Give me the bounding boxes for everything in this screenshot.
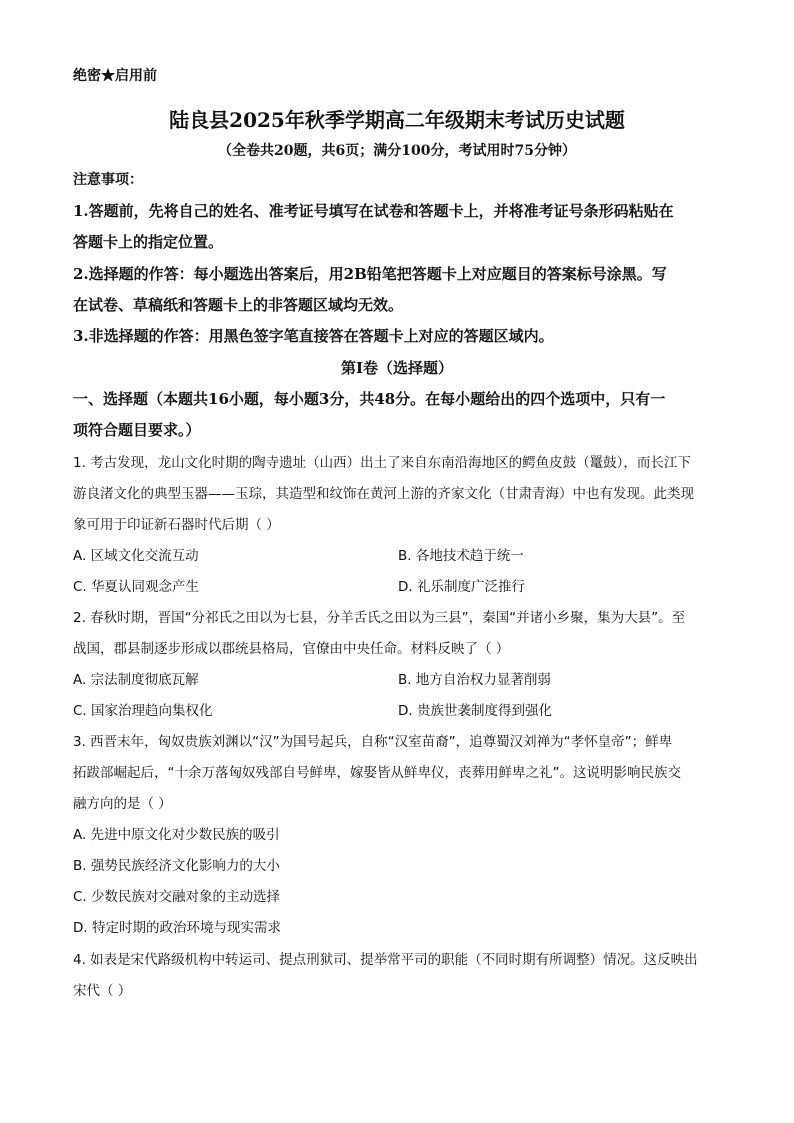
- question-4-line1: 4. 如表是宋代路级机构中转运司、提点刑狱司、提举常平司的职能（不同时期有所调整）情况。这反映出: [73, 952, 698, 968]
- question-1-line2: 游良渚文化的典型玉器——玉琮，其造型和纹饰在黄河上游的齐家文化（甘肃青海）中也有发现。此类现: [73, 486, 694, 502]
- notes-item2-line2: 在试卷、草稿纸和答题卡上的非答题区域均无效。: [73, 296, 404, 314]
- question-3-line1: 3. 西晋末年，匈奴贵族刘渊以“汉”为国号起兵，自称“汉室苗裔”，追尊蜀汉刘禅为“孝怀皇帝”；鲜卑: [73, 734, 673, 750]
- question-3-option-a: A. 先进中原文化对少数民族的吸引: [73, 827, 280, 843]
- question-1-line3: 象可用于印证新石器时代后期（ ）: [73, 517, 280, 533]
- confidential-label: 绝密★启用前: [73, 68, 157, 84]
- question-3-option-b: B. 强势民族经济文化影响力的大小: [73, 858, 280, 874]
- part1-instruction-line1: 一、选择题（本题共16小题，每小题3分，共48分。在每小题给出的四个选项中，只有一: [73, 390, 666, 408]
- question-2-option-c: C. 国家治理趋向集权化: [73, 703, 213, 719]
- notes-item2-line1: 2.选择题的作答：每小题选出答案后，用2B铅笔把答题卡上对应题目的答案标号涂黑。写: [73, 265, 667, 283]
- question-4-line2: 宋代（ ）: [73, 983, 132, 999]
- question-2-option-b: B. 地方自治权力显著削弱: [398, 672, 551, 688]
- question-3-line3: 融方向的是（ ）: [73, 796, 172, 812]
- question-3-option-d: D. 特定时期的政治环境与现实需求: [73, 920, 281, 936]
- question-1-option-d: D. 礼乐制度广泛推行: [398, 579, 525, 595]
- part1-heading: 第Ⅰ卷（选择题）: [340, 359, 454, 377]
- exam-subtitle: （全卷共20题，共6页；满分100分，考试用时75分钟）: [218, 143, 576, 159]
- question-1-line1: 1. 考古发现，龙山文化时期的陶寺遗址（山西）出土了来自东南沿海地区的鳄鱼皮鼓（鼍鼓），而长江下: [73, 455, 691, 471]
- question-1-option-b: B. 各地技术趋于统一: [398, 548, 524, 564]
- question-1-option-a: A. 区域文化交流互动: [73, 548, 199, 564]
- notes-item1-line2: 答题卡上的指定位置。: [73, 233, 224, 251]
- notes-item1-line1: 1.答题前，先将自己的姓名、准考证号填写在试卷和答题卡上，并将准考证号条形码粘贴在: [73, 202, 674, 220]
- question-2-option-a: A. 宗法制度彻底瓦解: [73, 672, 199, 688]
- question-2-option-d: D. 贵族世袭制度得到强化: [398, 703, 552, 719]
- part1-instruction-line2: 项符合题目要求。）: [73, 421, 201, 439]
- question-1-option-c: C. 华夏认同观念产生: [73, 579, 200, 595]
- notes-heading: 注意事项：: [73, 172, 143, 188]
- question-3-line2: 拓跋部崛起后，“十余万落匈奴残部自号鲜卑，嫁娶皆从鲜卑仪，丧葬用鲜卑之礼”。这说明影响民族交: [73, 765, 681, 781]
- question-2-line2: 战国，郡县制逐步形成以郡统县格局，官僚由中央任命。材料反映了（ ）: [73, 641, 510, 657]
- notes-item3-line1: 3.非选择题的作答：用黑色签字笔直接答在答题卡上对应的答题区域内。: [73, 327, 554, 345]
- exam-title: 陆良县2025年秋季学期高二年级期末考试历史试题: [169, 108, 625, 132]
- question-3-option-c: C. 少数民族对交融对象的主动选择: [73, 889, 281, 905]
- question-2-line1: 2. 春秋时期，晋国“分祁氏之田以为七县，分羊舌氏之田以为三县”，秦国“并诸小乡聚，集为大县”。至: [73, 610, 686, 626]
